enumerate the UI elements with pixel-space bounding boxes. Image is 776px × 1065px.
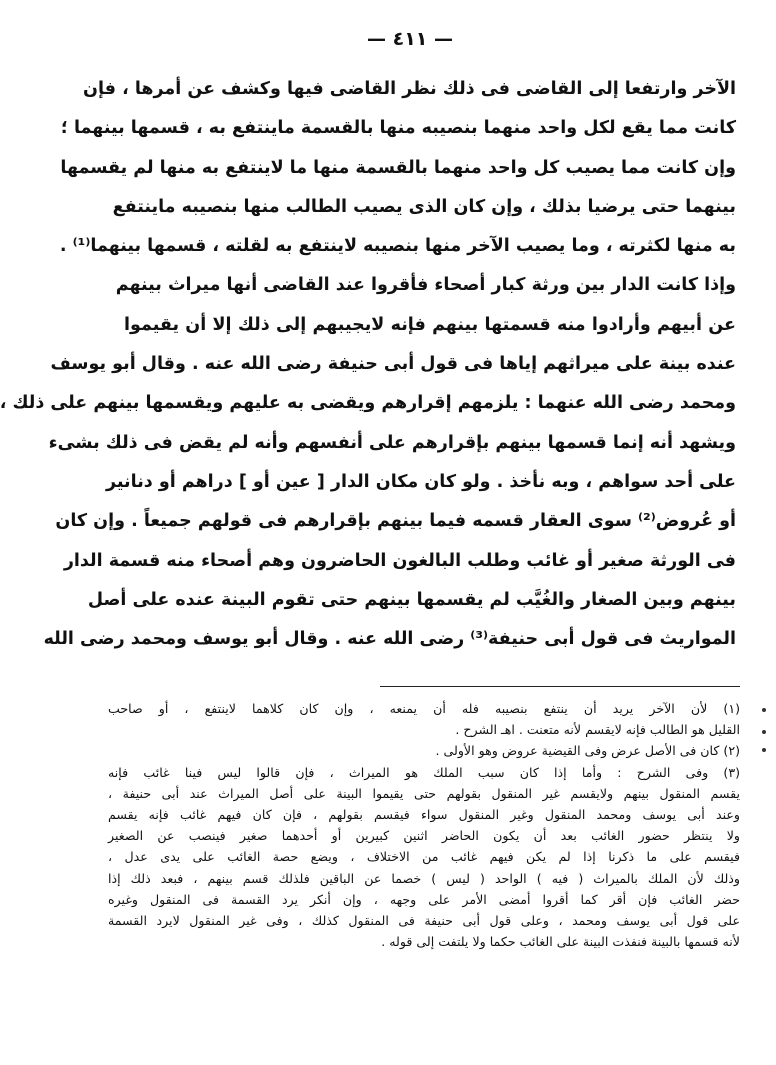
footnote-line: وذلك لأن الملك بالميراث ( فيه ) الواحد ( ليس ) خصما عن الباقين فلذلك قسم بينهم ، فبعد ذلك إذا [108, 870, 740, 886]
main-text-line: على أحد سواهم ، وبه نأخذ . ولو كان مكان الدار [ عين أو ] دراهم أو دنانير [106, 471, 736, 492]
scan-dot-mark [762, 748, 766, 752]
main-text-line: وإن كانت مما يصيب كل واحد منهما بالقسمة منها ما لاينتفع به منها لم يقسمها [60, 157, 736, 178]
main-text-line: بينهم وبين الصغار والغُيَّب لم يقسمها بينهم حتى تقوم البينة عنده على أصل [87, 589, 736, 610]
scan-dot-mark [762, 730, 766, 734]
main-text-line: فى الورثة صغير أو غائب وطلب البالغون الحاضرون وهم أصحاء منه قسمة الدار [63, 550, 736, 571]
main-text-line: ومحمد رضى الله عنهما : يلزمهم إقرارهم ويقضى به عليهم ويقسمها بينهم على ذلك ، [0, 393, 736, 414]
footnotes [108, 698, 740, 952]
main-text-line: به منها لكثرته ، وما يصيب الآخر منها بنصيبه لاينتفع به لقلته ، قسمها بينهما⁽¹⁾ . [59, 236, 736, 257]
footnote-line: (٣) وفى الشرح : وأما إذا كان سبب الملك هو الميراث ، فإن قالوا ليس فينا غائب فإنه [108, 764, 740, 780]
footnote-line: حضر الغائب فإن أقر كما أقروا أمضى الأمر على وجهه ، وإن أنكر يرد القسمة فى المنقول وغيره [108, 891, 740, 907]
main-text-line: وإذا كانت الدار بين ورثة كبار أصحاء فأقروا عند القاضى أنها ميراث بينهم [115, 275, 736, 296]
main-text-line: عن أبيهم وأرادوا منه قسمتها بينهم فإنه لايجيبهم إلى ذلك إلا أن يقيموا [124, 314, 736, 335]
footnote-line: (١) لأن الآخر يريد أن ينتفع بنصيبه فله أن يمنعه ، وإن كان كلاهما لاينتفع ، أو صاحب [108, 701, 740, 716]
main-text-line: المواريث فى قول أبى حنيفة⁽³⁾ رضى الله عنه . وقال أبو يوسف ومحمد رضى الله [43, 629, 736, 650]
footnote-line: لأنه قسمها بالبينة فنفذت البينة على الغائب حكما ولا يلتفت إلى قوله . [381, 934, 740, 950]
main-text-line: أو عُروض⁽²⁾ سوى العقار قسمه فيما بينهم بإقرارهم فى قولهم جميعاً . وإن كان [55, 511, 736, 532]
page-number: — ٤١١ — [366, 28, 454, 50]
main-text-line: الآخر وارتفعا إلى القاضى فى ذلك نظر القاضى فيها وكشف عن أمرها ، فإن [83, 79, 736, 99]
main-text-line: بينهما حتى يرضيا بذلك ، وإن كان الذى يصيب الطالب منها بنصيبه ماينتفع [112, 196, 736, 217]
main-text-body [0, 70, 736, 659]
main-text-line: عنده بينة على ميراثهم إياها فى قول أبى حنيفة رضى الله عنه . وقال أبو يوسف [50, 354, 736, 375]
main-text-line: ويشهد أنه إنما قسمها بينهم بإقرارهم على أنفسهم وأنه لم يقض فى ذلك بشىء [48, 432, 736, 453]
footnote-line: وعند أبى يوسف ومحمد المنقول وغير المنقول سواء فيقسم بقولهم ، فإن كان فيهم غائب فإنه يقسم [108, 806, 740, 822]
footnote-line: فيقسم على ما ذكرنا إذا لم يكن فيهم غائب من الاختلاف ، ويضع حصة الغائب على يدى عدل ، [108, 849, 740, 865]
scan-dot-mark [762, 708, 766, 712]
footnote-line: يقسم المنقول بينهم ولايقسم غير المنقول بقولهم حتى يقيموا البينة على أصل الميراث عند أبى حنيفة ، [108, 785, 740, 801]
main-text-line: كانت مما يقع لكل واحد منهما بنصيبه منها بالقسمة ماينتفع به ، قسمها بينهما ؛ [60, 118, 736, 139]
footnote-line: (٢) كان فى الأصل عرض وفى القيضية عروض وهو الأولى . [435, 743, 740, 759]
footnote-line: على قول أبى يوسف ومحمد ، وعلى قول أبى حنيفة فى المنقول كذلك ، وفى غير المنقول لايرد القسمة [108, 912, 740, 928]
footnote-line: ولا ينتظر حضور الغائب بعد أن يكون الحاضر اثنين كبيرين أو أحدهما صغير فينصب عن الصغير [108, 828, 740, 844]
footnote-divider [380, 686, 740, 687]
footnote-line: القليل هو الطالب فإنه لايقسم لأنه متعنت . اهـ الشرح . [455, 722, 740, 738]
